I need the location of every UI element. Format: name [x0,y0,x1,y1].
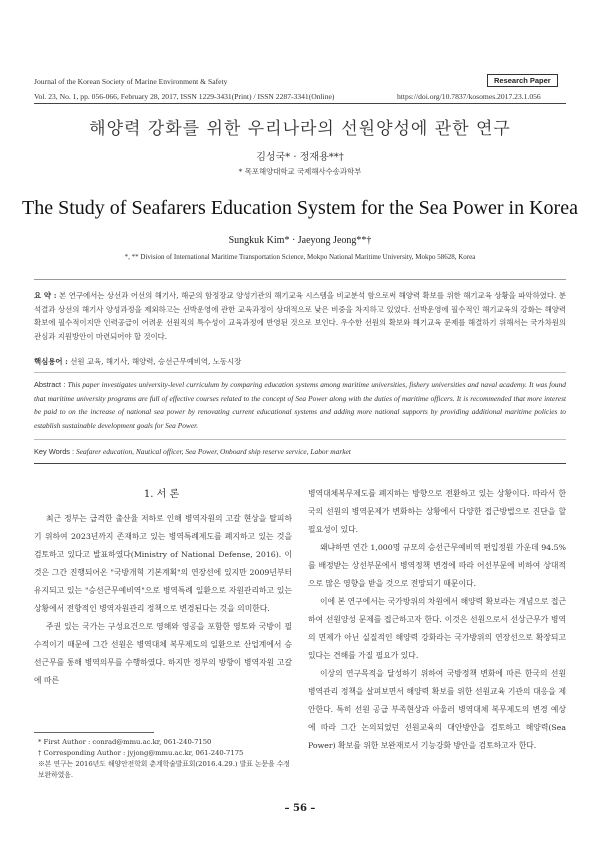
korean-affiliation: * 목포해양대학교 국제해사수송과학부 [238,167,362,176]
english-keywords-label: Key Words : [34,447,75,456]
volume-info: Vol. 23, No. 1, pp. 056-066, February 28, 2017, ISSN 1229-3431(Print) / ISSN 2287-3341(Online) [34,92,335,101]
english-abstract-label: Abstract : [34,380,66,389]
korean-title: 해양력 강화를 위한 우리나라의 선원양성에 관한 연구 [89,119,511,139]
english-title: The Study of Seafarers Education System for the Sea Power in Korea [22,197,578,219]
page-number: – 56 – [284,803,316,814]
journal-name: Journal of the Korean Society of Marine Environment & Safety [34,77,228,86]
paragraph: 이에 본 연구에서는 국가방위의 차원에서 해양력 확보라는 개념으로 접근하여 선원양성 문제를 접근하고자 한다. 이것은 선원으로서 선상근무가 병역의 면제가 아닌 실질적인 해양력 강화라는 국가방위의 연장선으로 확장되고 있다는 견해를 가질 필요가 있다. [308,597,566,660]
header-rule [34,103,566,104]
footnote-rule [34,732,154,733]
funding-note: ※본 연구는 2016년도 해양안전학회 춘계학술발표회(2016.4.29.) 발표 논문을 수정 보완하였음. [38,760,290,779]
english-affiliation: *, ** Division of International Maritime Transportation Science, Mokpo National Maritime University, Mokpo 58628, Korea [124,253,476,261]
first-author-footnote: * First Author : conrad@mmu.ac.kr, 061-240-7150 [38,738,212,746]
abstract-mid-rule [34,372,566,373]
korean-abstract [34,289,566,343]
korean-authors: 김성국* · 정재용**† [256,152,344,163]
abstract-bottom-rule [34,439,566,440]
english-abstract-text: This paper investigates university-level curriculum by comparing education systems among maritime universities, fishery universities and naval academy. It was found that maritime university programs are full of effective courses related to the concept of Sea Power along with the duties of maritime officers. It is recommended that more interest be paid to on the increase of national sea power by renovating current educational systems and adding more national supports by providing additional maritime policies to establish sustainable development goals for Sea Power. [34,380,566,430]
korean-keywords-label: 핵심용어 : [34,357,68,366]
korean-abstract-text: 본 연구에서는 상선과 어선의 해기사, 해군의 함정장교 양성기관의 해기교육 시스템을 비교분석 함으로써 해양력 확보를 위한 해기교육 상황을 파악하였다. 분석결과 상선의 해기사 양성과정을 제외하고는 선박운영에 관한 교육과정이 상대적으로 낮은 비중을 차지하고 있었다. 선박운영에 필수적인 해기교육의 강화는 해양력 확보에 필수적이지만 인력공급이 어려운 선원직의 특수성이 교육과정에 반영된 것으로 보인다. 우수한 선원의 확보와 해기교육 문제를 해결하기 위해서는 국가차원의 관심과 지원방안이 마련되어야 할 것이다. [34,291,566,341]
right-column [308,485,566,755]
doi-link[interactable]: https://doi.org/10.7837/kosomes.2017.23.1.056 [397,92,541,101]
research-paper-badge: Research Paper [487,74,558,87]
abstract-top-rule [34,279,566,280]
korean-keywords [34,355,566,369]
paragraph: 이상의 연구목적을 달성하기 위하여 국방정책 변화에 따른 한국의 선원 병역관리 정책을 살펴보면서 해양력 확보를 위한 선원교육 기관의 대응을 제안한다. 특히 선원 공급 부족현상과 아울러 병역대체 복무제도의 변경 예상에 따라 그간 논의되었던 선원교육의 대안방안을 검토하고 해양력(Sea Power) 확보를 위한 보완재로서 기능강화 방안을 검토하고자 한다. [308,669,566,750]
paragraph: 병역대체복무제도를 폐지하는 방향으로 전환하고 있는 상황이다. 따라서 한국의 선원의 병역문제가 변화하는 상황에서 다양한 접근방법으로 진단을 할 필요성이 있다. [308,489,566,534]
corresponding-author-footnote: † Corresponding Author : jyjong@mmu.ac.kr, 061-240-7175 [38,749,244,757]
paragraph: 왜냐하면 연간 1,000명 규모의 승선근무예비역 편입정원 가운데 94.5%를 배정받는 상선부문에서 병역정책 변경에 따라 어선부문에 비하여 상대적으로 많은 영향을 받을 것으로 전망되기 때문이다. [308,543,566,588]
keywords-rule [34,463,566,464]
english-keywords [34,445,566,459]
english-keywords-text: Seafarer education, Nautical officer, Sea Power, Onboard ship reserve service, Labor market [75,447,351,456]
english-authors: Sungkuk Kim* · Jaeyong Jeong**† [228,235,372,246]
paragraph: 최근 정부는 급격한 출산율 저하로 인해 병역자원의 고갈 현상을 탈피하기 위하여 2023년까지 존재하고 있는 병역특례제도를 폐지하고 있는 것을 검토하고 있다고 발표하였다(Ministry of National Defense, 2016). 이것은 그간 진행되어온 "국방개혁 기본계획"의 연장선에 있지만 2009년부터 유지되고 있는 "승선근무예비역"으로 병역특례 일환으로 자원관리하고 있는 상황에서 전향적인 병역자원관리 정책으로 변경된다는 것을 의미한다. [34,514,292,613]
section-1-title: 1. 서 론 [143,489,180,500]
paragraph: 주권 있는 국가는 구성요건으로 영해와 영공을 포함한 영토와 국방이 필수적이기 때문에 그간 선원은 병역대체 복무제도의 일환으로 산업계에서 승선근무를 통해 병역의무를 수행하였다. 하지만 정부의 방향이 병역자원 고갈에 따른 [34,622,292,685]
korean-abstract-label: 요 약 : [34,291,57,300]
footnotes [38,737,292,781]
korean-keywords-text: 선원 교육, 해기사, 해양력, 승선근무예비역, 노동시장 [70,357,242,366]
english-abstract [34,378,566,432]
left-column [34,510,292,690]
